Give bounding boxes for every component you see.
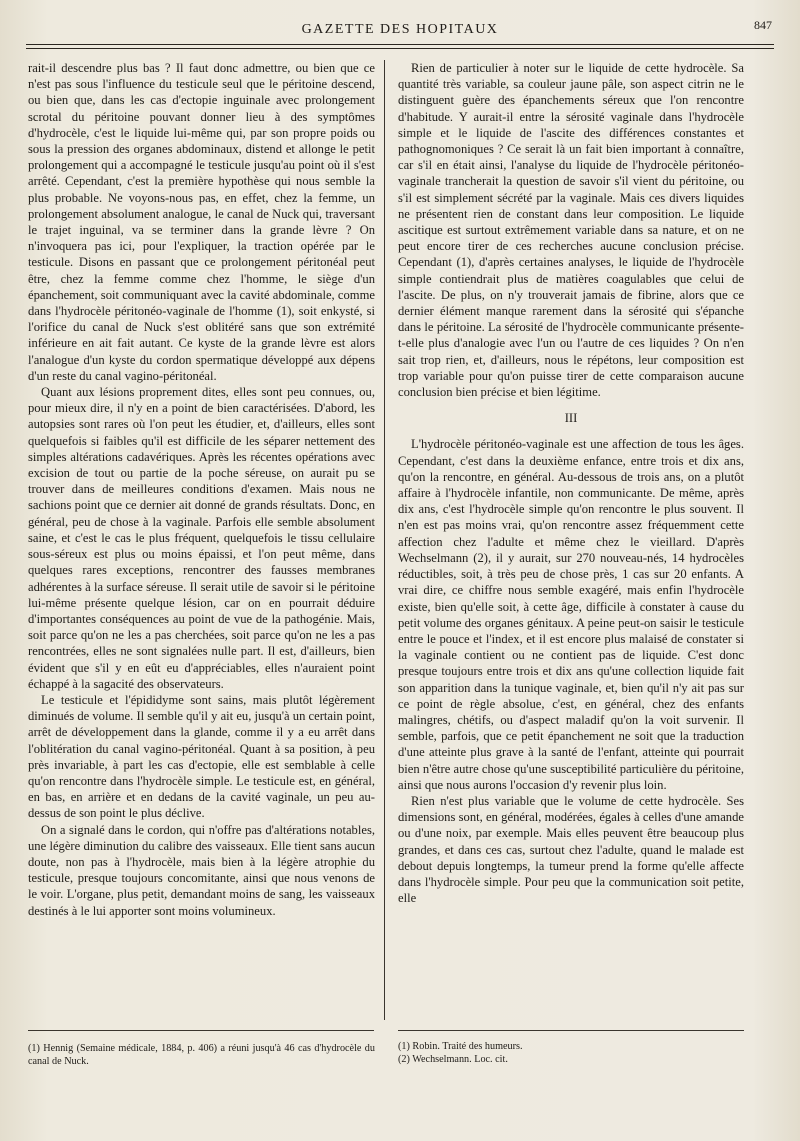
column-divider	[384, 60, 385, 1020]
footnote-rule-right	[398, 1030, 744, 1031]
paragraph: Le testicule et l'épididyme sont sains, mais plutôt légèrement diminués de volume. Il semble qu'il y ait eu, jusqu'à un certain point, arrêt de développement dans la glande, comme il y a eu arrêt dans l'oblitération du canal vagino-péritonéal. Quant à sa position, à peu près invariable, à part les cas d'ectopie, elle est semblable à celle qu'on rencontre dans l'hydrocèle simple. Le testicule est, en général, en bas, en arrière et en dedans de la cavité vaginale, un peu au-dessus de son point le plus déclive.	[28, 692, 375, 821]
header-rule	[26, 44, 774, 45]
paragraph: Quant aux lésions proprement dites, elles sont peu connues, ou, pour mieux dire, il n'y en a point de bien caractérisées. D'abord, les autopsies sont rares où l'on peut les étudier, et, d'ailleurs, elles sont quelquefois si faibles qu'il est difficile de les séparer nettement des simples altérations cadavériques. Après les récentes opérations avec excision de tout ou partie de la poche séreuse, on aurait pu se trouver dans de meilleures conditions d'examen. Mais nous ne sachions point que ce dernier ait donné de grands résultats. Donc, en général, peu de chose à la vaginale. Parfois elle semble absolument saine, et c'est le cas le plus fréquent, quelquefois le tissu cellulaire sous-séreux est plus ou moins épaissi, et l'on peut même, dans quelques rares exceptions, rencontrer des fausses membranes adhérentes à la surface séreuse. Il serait utile de savoir si le péritoine lui-même présente quelque lésion, car on en pourrait déduire d'importantes conséquences au point de vue de la pathogénie. Mais, soit parce qu'on ne les a pas cherchées, soit parce qu'on ne les a pas rencontrées, elles ne sont signalées nulle part. Il est, d'ailleurs, bien évident que s'il y en eût eu d'appréciables, elles n'auraient point échappé à la sagacité des observateurs.	[28, 385, 375, 691]
right-column	[398, 60, 744, 906]
page-header	[26, 18, 774, 40]
paragraph: L'hydrocèle péritonéo-vaginale est une affection de tous les âges. Cependant, c'est dans la deuxième enfance, entre trois et dix ans, qu'on la rencontre, en général. Au-dessous de trois ans, on a plutôt affaire à l'hydrocèle infantile, non communicante. De même, après dix ans, c'est l'hydrocèle simple qu'on rencontre le plus souvent. Il n'en est pas moins vrai, qu'on rencontre assez fréquemment cette affection chez l'adulte et même chez le vieillard. D'après Wechselmann (2), il y aurait, sur 270 nouveau-nés, 14 hydrocèles réductibles, soit, à très peu de chose près, 1 cas sur 20 enfants. A vrai dire, ce chiffre nous semble exagéré, mais enfin l'hydrocèle existe, bien qu'elle soit, à cette âge, difficile à constater à cause du petit volume des organes génitaux. A peine peut-on saisir le testicule entre le pouce et l'index, et il est encore plus malaisé de constater si la vaginale contient ou ne contient pas de liquide. C'est donc presque toujours entre trois et dix ans qu'une collection liquide fait son apparition dans la tunique vaginale, et, bien qu'il n'y ait pas sur ce point de règle absolue, c'est, en général, chez des enfants malingres, chétifs, ou d'aspect maladif qu'on la voit survenir. Il semble, parfois, que ce petit épanchement ne soit que la traduction d'une atteinte plus grave à la santé de l'enfant, atteinte qui pourrait bien n'être autre chose qu'une susceptibilité particulière du péritoine, ainsi que nous aurons l'occasion d'y revenir plus loin.	[398, 437, 744, 792]
header-rule-thin	[26, 48, 774, 49]
footnotes-right	[398, 1040, 744, 1066]
page-number: 847	[754, 18, 772, 32]
footnote: (1) Robin. Traité des humeurs.	[398, 1041, 523, 1052]
left-column	[28, 60, 375, 919]
footnote: (2) Wechselmann. Loc. cit.	[398, 1054, 508, 1065]
paragraph: rait-il descendre plus bas ? Il faut donc admettre, ou bien que ce n'est pas sous l'influence du testicule seul que le péritoine descend, ou bien que, dans les cas d'ectopie inguinale avec prolongement scrotal du péritoine pouvant donner lieu à des symptômes d'hydrocèle, c'est le liquide lui-même qui, par son propre poids ou sous la pression des organes abdominaux, distend et allonge le petit prolongement qui a accompagné le testicule jusqu'au point où il s'est arrêté. Cependant, c'est la première hypothèse qui nous semble la plus probable. Ne voyons-nous pas, en effet, chez la femme, un prolongement absolument analogue, le canal de Nuck qui, traversant le trajet inguinal, va se terminer dans la grande lèvre ? On n'invoquera pas ici, pour l'expliquer, la traction opérée par le testicule. Disons en passant que ce prolongement péritonéal peut être, chez la femme comme chez l'homme, le siège d'un épanchement, soit communiquant avec la cavité abdominale, comme dans l'hydrocèle péritonéo-vaginale de l'homme (1), soit enkysté, si l'orifice du canal de Nuck s'est oblitéré sans que son extrémité inférieure en ait fait autant. Ce kyste de la grande lèvre est alors l'analogue d'un kyste du cordon spermatique développé aux dépens d'un reste du canal vagino-péritonéal.	[28, 61, 375, 383]
footnote-rule-left	[28, 1030, 374, 1031]
paragraph: Rien de particulier à noter sur le liquide de cette hydrocèle. Sa quantité très variable, sa couleur jaune pâle, son aspect citrin ne le distinguent guère des épanchements séreux que l'on rencontre d'habitude. Y aurait-il entre la sérosité vaginale dans l'hydrocèle simple et le liquide de l'ascite des différences constantes et pathognomoniques ? Ce serait là un fait bien important à connaître, car s'il en était ainsi, l'analyse du liquide de l'hydrocèle péritonéo-vaginale trancherait la question de savoir s'il vient du péritoine, ou s'il est simplement sécrété par la vaginale. Mais ces divers liquides ne présentent rien de constant dans leur composition. Le liquide ascitique est surtout extrêmement variable dans sa nature, et on ne peut encore tirer de ces recherches aucune conclusion précise. Cependant (1), d'après certaines analyses, le liquide de l'hydrocèle simple contiendrait plus de matières coagulables que celui de l'ascite. De plus, on n'y trouverait jamais de fibrine, alors que ce dernier élément manque rarement dans la sérosité qui s'épanche dans le péritoine. La sérosité de l'hydrocèle communicante présente-t-elle plus d'analogie avec l'un ou l'autre de ces liquides ? On n'en sait trop rien, et, d'ailleurs, nous le répétons, leur composition est trop variable pour qu'on puisse tirer de cette comparaison aucune conclusion bien précise et bien légitime.	[398, 61, 744, 400]
footnote: (1) Hennig (Semaine médicale, 1884, p. 406) a réuni jusqu'à 46 cas d'hydrocèle du canal de Nuck.	[28, 1043, 375, 1067]
footnotes-left	[28, 1042, 375, 1068]
journal-title: GAZETTE DES HOPITAUX	[301, 22, 499, 37]
paragraph: Rien n'est plus variable que le volume de cette hydrocèle. Ses dimensions sont, en général, modérées, égales à celles d'une amande ou d'une noix, par exemple. Mais elles peuvent être beaucoup plus grandes, et dans ces cas, surtout chez l'adulte, quand le malade est debout depuis longtemps, la tumeur prend la forme qu'elle affecte dans l'hydrocèle simple. Pour peu que la communication soit petite, elle	[398, 793, 744, 906]
section-heading: III	[564, 411, 578, 426]
paragraph: On a signalé dans le cordon, qui n'offre pas d'altérations notables, une légère diminution du calibre des vaisseaux. Elle tient sans aucun doute, non pas à l'hydrocèle, mais bien à la légère atrophie du testicule, presque toujours concomitante, ainsi que nous venons de le voir. L'organe, plus petit, demandant moins de sang, les vaisseaux destinés à le lui apporter sont moins volumineux.	[28, 822, 375, 918]
